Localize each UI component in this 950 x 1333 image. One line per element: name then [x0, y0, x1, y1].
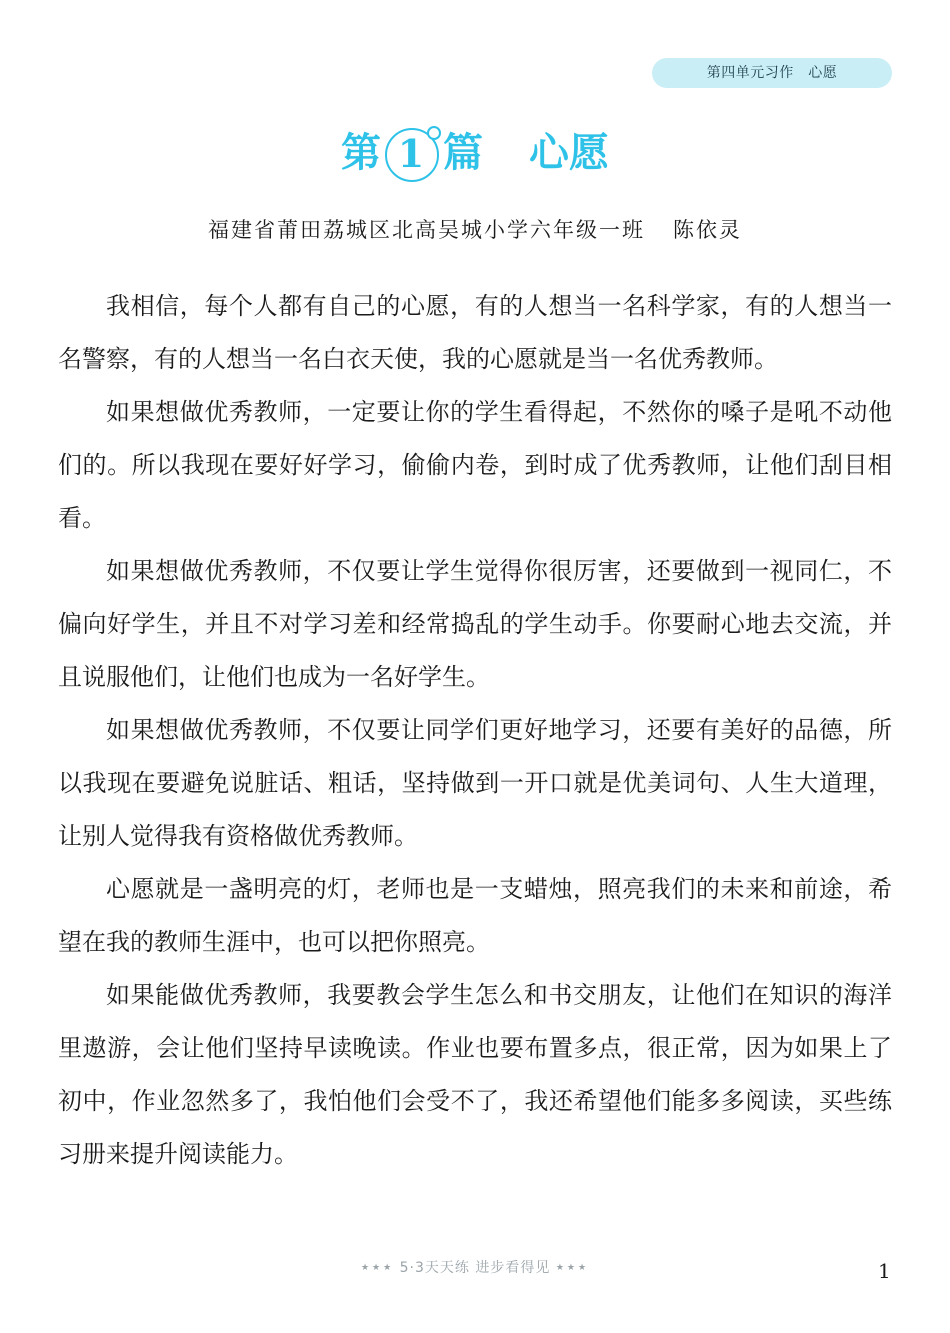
paragraph-1: 我相信，每个人都有自己的心愿，有的人想当一名科学家，有的人想当一名警察，有的人想当一名白衣天使，我的心愿就是当一名优秀教师。	[58, 292, 892, 373]
title-prefix: 第	[341, 130, 381, 176]
slogan-text: 5·3天天练 进步看得见	[399, 1260, 551, 1276]
paragraph-3: 如果想做优秀教师，不仅要让学生觉得你很厉害，还要做到一视同仁，不偏向好学生，并且不对学习差和经常捣乱的学生动手。你要耐心地去交流，并且说服他们，让他们也成为一名好学生。	[58, 557, 892, 691]
page-number: 1	[878, 1259, 891, 1283]
paragraph-6: 如果能做优秀教师，我要教会学生怎么和书交朋友，让他们在知识的海洋里遨游，会让他们坚持早读晚读。作业也要布置多点，很正常，因为如果上了初中，作业忽然多了，我怕他们会受不了，我还希望他们能多多阅读，买些练习册来提升阅读能力。	[58, 981, 892, 1168]
star-icon-group-right: ★★★	[555, 1263, 590, 1273]
unit-badge	[652, 58, 892, 88]
title-number-badge	[383, 126, 441, 184]
title-topic: 心愿	[529, 130, 609, 176]
page-title	[0, 118, 950, 188]
essay-body	[58, 280, 892, 1181]
author-school: 福建省莆田荔城区北高吴城小学六年级一班	[208, 218, 645, 242]
footer-slogan	[0, 1257, 950, 1277]
paragraph-5: 心愿就是一盏明亮的灯，老师也是一支蜡烛，照亮我们的未来和前途，希望在我的教师生涯中，也可以把你照亮。	[58, 875, 892, 956]
author-line	[0, 214, 950, 244]
title-number: 1	[397, 131, 425, 176]
title-suffix: 篇	[443, 130, 483, 176]
unit-label: 第四单元习作 心愿	[706, 65, 838, 81]
star-icon-group-left: ★★★	[360, 1263, 395, 1273]
paragraph-2: 如果想做优秀教师，一定要让你的学生看得起，不然你的嗓子是吼不动他们的。所以我现在要好好学习，偷偷内卷，到时成了优秀教师，让他们刮目相看。	[58, 398, 892, 532]
author-name: 陈依灵	[673, 218, 742, 242]
paragraph-4: 如果想做优秀教师，不仅要让同学们更好地学习，还要有美好的品德，所以我现在要避免说脏话、粗话，坚持做到一开口就是优美词句、人生大道理，让别人觉得我有资格做优秀教师。	[58, 716, 892, 850]
